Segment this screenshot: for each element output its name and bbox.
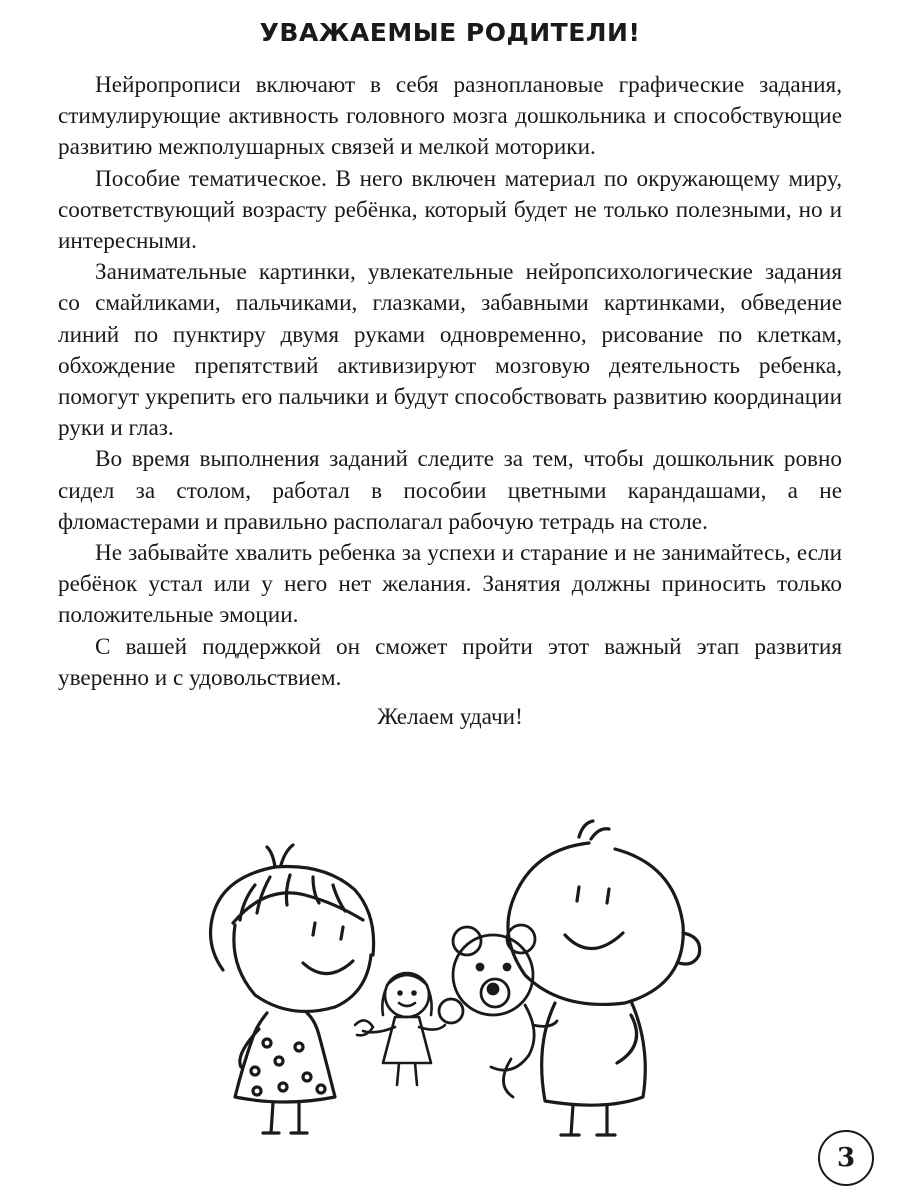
children-illustration bbox=[195, 815, 705, 1145]
paragraph: Занимательные картинки, увлекательные нейропсихологические задания со смайликами, пальчиками, глазками, забавными картинками, обведение линий по пунктиру двумя руками одновременно, рисование по клеткам, обхождение препятствий активизируют мозговую деятельность ребенка, помогут укрепить его пальчики и будут способствовать развитию координации руки и глаз. bbox=[58, 259, 842, 442]
page-number: 3 bbox=[836, 1143, 856, 1173]
closing-wish: Желаем удачи! bbox=[377, 704, 523, 730]
page-title: УВАЖАЕМЫЕ РОДИТЕЛИ! bbox=[259, 18, 641, 47]
boy-figure bbox=[508, 821, 700, 1135]
paragraph: Пособие тематическое. В него включен материал по окружающему миру, соответствующий возрасту ребёнка, который будет не только полезными, но и интересными. bbox=[58, 165, 842, 255]
teddy-bear bbox=[439, 925, 557, 1097]
page-number-badge bbox=[818, 1130, 874, 1186]
body-text bbox=[58, 70, 842, 694]
paragraph: Нейропрописи включают в себя разноплановые графические задания, стимулирующие активность головного мозга дошкольника и способствующие развитию межполушарных связей и мелкой моторики. bbox=[58, 72, 842, 161]
girl-figure bbox=[211, 845, 374, 1133]
doll-figure bbox=[355, 973, 445, 1085]
paragraph: Не забывайте хвалить ребенка за успехи и старание и не занимайтесь, если ребёнок устал или у него нет желания. Занятия должны приносить только положительные эмоции. bbox=[58, 540, 842, 629]
paragraph: С вашей поддержкой он сможет пройти этот важный этап развития уверенно и с удовольствием. bbox=[58, 633, 842, 691]
paragraph: Во время выполнения заданий следите за тем, чтобы дошкольник ровно сидел за столом, работал в пособии цветными карандашами, а не фломастерами и правильно располагал рабочую тетрадь на столе. bbox=[58, 446, 842, 535]
